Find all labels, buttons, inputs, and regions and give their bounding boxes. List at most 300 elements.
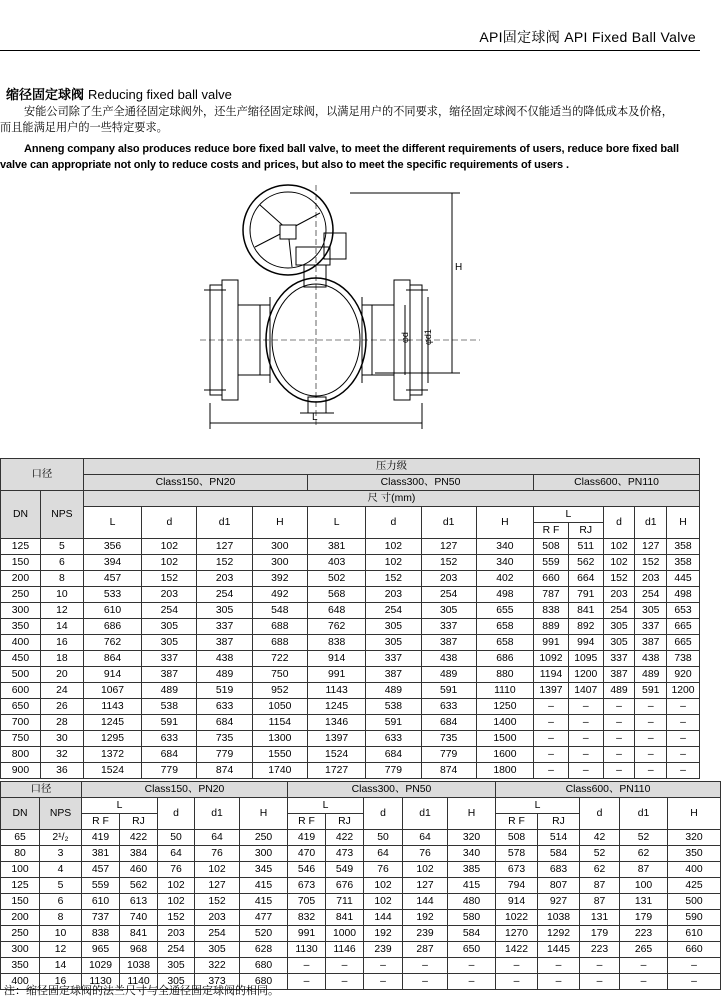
table-cell: – (603, 731, 635, 747)
table-cell: 508 (534, 539, 569, 555)
table-cell: 125 (1, 539, 41, 555)
class300-header: Class300、PN50 (288, 782, 496, 798)
table-cell: 470 (288, 846, 326, 862)
table-cell: 415 (240, 894, 288, 910)
table-cell: 489 (635, 667, 667, 683)
table-cell: – (403, 974, 448, 990)
table-cell: 144 (403, 894, 448, 910)
table-cell: 387 (197, 635, 252, 651)
table-row (1, 619, 700, 635)
table-cell: 832 (288, 910, 326, 926)
table-cell: 415 (448, 878, 496, 894)
table-cell: 239 (403, 926, 448, 942)
table-cell: – (288, 974, 326, 990)
table-cell: 250 (240, 830, 288, 846)
table-cell: 584 (448, 926, 496, 942)
table-cell: 14 (40, 619, 83, 635)
table-row (1, 651, 700, 667)
caliber-header: 口径 (1, 459, 84, 491)
table-cell: 650 (1, 699, 41, 715)
dn-header: DN (1, 798, 40, 830)
class600-header: Class600、PN110 (496, 782, 721, 798)
table-cell: 1250 (476, 699, 533, 715)
table-cell: 489 (421, 667, 476, 683)
table-cell: 538 (366, 699, 421, 715)
table-cell: 750 (1, 731, 41, 747)
table-cell: 610 (668, 926, 721, 942)
table-cell: 511 (568, 539, 603, 555)
table-cell: 64 (364, 846, 403, 862)
table-cell: 345 (240, 862, 288, 878)
table-cell: 239 (364, 942, 403, 958)
table-cell: 952 (252, 683, 307, 699)
table-cell: – (496, 958, 538, 974)
table-cell: 1038 (120, 958, 158, 974)
col-H: H (476, 507, 533, 539)
table-cell: 305 (195, 942, 240, 958)
table-row (1, 539, 700, 555)
table-cell: 1200 (667, 683, 700, 699)
table-cell: 914 (496, 894, 538, 910)
table-row (1, 910, 721, 926)
table-cell: 80 (1, 846, 40, 862)
table-cell: 508 (496, 830, 538, 846)
table-cell: 864 (83, 651, 141, 667)
table-cell: 425 (668, 878, 721, 894)
table-cell: 460 (120, 862, 158, 878)
table-cell: 152 (197, 555, 252, 571)
table-cell: 87 (580, 878, 620, 894)
table-cell: 562 (568, 555, 603, 571)
table-cell: 480 (448, 894, 496, 910)
table-cell: – (667, 715, 700, 731)
table-cell: 519 (197, 683, 252, 699)
table-cell: 438 (197, 651, 252, 667)
table-cell: – (603, 747, 635, 763)
col-d: d (364, 798, 403, 830)
table-cell: 559 (534, 555, 569, 571)
table-cell: 684 (366, 747, 421, 763)
table-cell: – (635, 763, 667, 779)
table-cell: 841 (120, 926, 158, 942)
col-L: L (496, 798, 580, 814)
table-cell: 62 (580, 862, 620, 878)
table-cell: 655 (476, 603, 533, 619)
table-cell: 203 (366, 587, 421, 603)
table-cell: 633 (366, 731, 421, 747)
table-cell: 12 (40, 942, 82, 958)
table-cell: 131 (620, 894, 668, 910)
col-H: H (252, 507, 307, 539)
table-cell: 1130 (82, 974, 120, 990)
table-cell: 498 (667, 587, 700, 603)
table-cell: 254 (421, 587, 476, 603)
table-cell: 6 (40, 555, 83, 571)
table-cell: 144 (364, 910, 403, 926)
table-cell: 127 (197, 539, 252, 555)
table-cell: 568 (307, 587, 365, 603)
table-cell: 807 (538, 878, 580, 894)
table-cell: – (364, 974, 403, 990)
col-L: L (534, 507, 604, 523)
table-cell: 76 (403, 846, 448, 862)
table-cell: 991 (534, 635, 569, 651)
table-cell: 762 (307, 619, 365, 635)
table-cell: 1524 (307, 747, 365, 763)
table-cell: 5 (40, 539, 83, 555)
table-cell: 1146 (326, 942, 364, 958)
valve-drawing (200, 185, 480, 437)
table-cell: – (364, 958, 403, 974)
table-cell: 591 (635, 683, 667, 699)
table-cell: 874 (197, 763, 252, 779)
table-cell: – (448, 974, 496, 990)
table-cell: 50 (364, 830, 403, 846)
table-cell: 76 (195, 846, 240, 862)
table-cell: 591 (421, 683, 476, 699)
table-cell: 665 (667, 635, 700, 651)
table-cell: 489 (603, 683, 635, 699)
table-cell: 991 (307, 667, 365, 683)
table-cell: 102 (142, 539, 197, 555)
table-cell: 683 (538, 862, 580, 878)
table-cell: 546 (288, 862, 326, 878)
table-cell: 223 (580, 942, 620, 958)
table-cell: 991 (288, 926, 326, 942)
nps-header: NPS (40, 798, 82, 830)
table-cell: 16 (40, 974, 82, 990)
table-cell: 874 (421, 763, 476, 779)
class150-header: Class150、PN20 (83, 475, 307, 491)
table-cell: 3 (40, 846, 82, 862)
table-cell: 1110 (476, 683, 533, 699)
table-cell: – (496, 974, 538, 990)
table-cell: 203 (421, 571, 476, 587)
col-d: d (142, 507, 197, 539)
table-cell: 305 (635, 603, 667, 619)
table-cell: 392 (252, 571, 307, 587)
table-cell: 665 (667, 619, 700, 635)
table-cell: 305 (366, 635, 421, 651)
table-cell: 102 (158, 878, 195, 894)
table-cell: 457 (82, 862, 120, 878)
section-title-en: Reducing fixed ball valve (88, 87, 232, 102)
table-row (1, 747, 700, 763)
table-cell: 700 (1, 715, 41, 731)
table-cell: 203 (603, 587, 635, 603)
table-cell: – (580, 958, 620, 974)
table-cell: – (534, 731, 569, 747)
table-cell: 179 (580, 926, 620, 942)
table-cell: 1022 (496, 910, 538, 926)
table-cell: – (580, 974, 620, 990)
table-cell: 350 (1, 619, 41, 635)
table-cell: 340 (476, 555, 533, 571)
table-cell: 738 (667, 651, 700, 667)
table-cell: 64 (158, 846, 195, 862)
table-cell: 76 (364, 862, 403, 878)
table-cell: 203 (197, 571, 252, 587)
table-cell: 340 (448, 846, 496, 862)
table-cell: 591 (142, 715, 197, 731)
class300-header: Class300、PN50 (307, 475, 533, 491)
table-cell: 305 (603, 635, 635, 651)
table-cell: 102 (366, 555, 421, 571)
table-cell: 125 (1, 878, 40, 894)
table-cell: 548 (252, 603, 307, 619)
col-H: H (240, 798, 288, 830)
table-cell: 381 (307, 539, 365, 555)
col-d1: d1 (403, 798, 448, 830)
col-RJ: RJ (120, 814, 158, 830)
table-cell: 127 (403, 878, 448, 894)
table-cell: – (534, 747, 569, 763)
table-cell: 305 (158, 974, 195, 990)
col-H: H (667, 507, 700, 539)
table-cell: 1140 (120, 974, 158, 990)
table-cell: 538 (142, 699, 197, 715)
table-cell: 686 (83, 619, 141, 635)
table-cell: – (635, 731, 667, 747)
table-cell: 305 (603, 619, 635, 635)
table-cell: 477 (240, 910, 288, 926)
table-cell: 676 (326, 878, 364, 894)
table-row (1, 699, 700, 715)
table-cell: – (620, 958, 668, 974)
table-cell: 800 (1, 747, 41, 763)
table-cell: 305 (366, 619, 421, 635)
table-cell: – (635, 747, 667, 763)
table-cell: – (288, 958, 326, 974)
table-cell: 254 (142, 603, 197, 619)
table-cell: – (538, 974, 580, 990)
table-cell: 445 (667, 571, 700, 587)
table-cell: 300 (252, 539, 307, 555)
table-cell: 779 (142, 763, 197, 779)
table-cell: 914 (307, 651, 365, 667)
table-cell: 12 (40, 603, 83, 619)
table-cell: 254 (366, 603, 421, 619)
table-cell: 203 (158, 926, 195, 942)
table-cell: – (667, 763, 700, 779)
table-cell: 102 (403, 862, 448, 878)
col-d1: d1 (197, 507, 252, 539)
table-cell: 102 (603, 539, 635, 555)
table-cell: 1397 (534, 683, 569, 699)
table-cell: 584 (538, 846, 580, 862)
table-cell: 87 (580, 894, 620, 910)
table-cell: 1397 (307, 731, 365, 747)
table-cell: 305 (142, 635, 197, 651)
table-cell: – (603, 699, 635, 715)
table-cell: 673 (496, 862, 538, 878)
table-cell: 1600 (476, 747, 533, 763)
table-cell: 779 (421, 747, 476, 763)
table-cell: 200 (1, 571, 41, 587)
table-cell: – (635, 699, 667, 715)
table-cell: 838 (534, 603, 569, 619)
table-cell: 402 (476, 571, 533, 587)
table-row (1, 683, 700, 699)
table-cell: 1407 (568, 683, 603, 699)
table-cell: 200 (1, 910, 40, 926)
table-cell: 686 (476, 651, 533, 667)
col-L: L (307, 507, 365, 539)
dimension-table-1 (0, 458, 700, 779)
table-cell: 533 (83, 587, 141, 603)
table-cell: 152 (366, 571, 421, 587)
table-cell: 1372 (83, 747, 141, 763)
class600-header: Class600、PN110 (534, 475, 700, 491)
table-cell: 87 (620, 862, 668, 878)
table-cell: 610 (83, 603, 141, 619)
table-cell: 450 (1, 651, 41, 667)
table-cell: 337 (603, 651, 635, 667)
table-cell: 152 (603, 571, 635, 587)
table-cell: 664 (568, 571, 603, 587)
table-cell: 16 (40, 635, 83, 651)
dim-H-label: H (455, 262, 463, 273)
table-cell: – (667, 747, 700, 763)
table-cell: 794 (496, 878, 538, 894)
table-cell: 613 (120, 894, 158, 910)
dim-L-label: L (312, 412, 318, 423)
table-row (1, 926, 721, 942)
table-cell: 300 (1, 603, 41, 619)
table-cell: 660 (668, 942, 721, 958)
table-cell: 322 (195, 958, 240, 974)
table-cell: 102 (158, 894, 195, 910)
table-cell: 1346 (307, 715, 365, 731)
table-cell: 737 (82, 910, 120, 926)
table-row (1, 555, 700, 571)
table-cell: 1422 (496, 942, 538, 958)
col-d1: d1 (195, 798, 240, 830)
table-cell: 422 (326, 830, 364, 846)
table-cell: 192 (364, 926, 403, 942)
table-cell: – (668, 974, 721, 990)
table-cell: 223 (620, 926, 668, 942)
table-cell: 300 (252, 555, 307, 571)
table-cell: 489 (366, 683, 421, 699)
table-cell: 1245 (307, 699, 365, 715)
table-cell: 965 (82, 942, 120, 958)
header-rule (0, 50, 700, 51)
table-cell: 722 (252, 651, 307, 667)
table-1-body (1, 539, 700, 779)
col-RF: R F (82, 814, 120, 830)
table-cell: 400 (668, 862, 721, 878)
table-cell: 152 (195, 894, 240, 910)
table-cell: 152 (158, 910, 195, 926)
table-cell: 356 (83, 539, 141, 555)
table-cell: 415 (240, 878, 288, 894)
table-cell: 131 (580, 910, 620, 926)
table-cell: 514 (538, 830, 580, 846)
table-cell: 337 (142, 651, 197, 667)
table-cell: 62 (620, 846, 668, 862)
table-cell: 489 (197, 667, 252, 683)
table-cell: 1524 (83, 763, 141, 779)
table-cell: 152 (635, 555, 667, 571)
table-cell: 150 (1, 894, 40, 910)
table-cell: 968 (120, 942, 158, 958)
table-cell: – (326, 958, 364, 974)
table-cell: 1029 (82, 958, 120, 974)
table-cell: 381 (82, 846, 120, 862)
col-L: L (288, 798, 364, 814)
table-cell: 1500 (476, 731, 533, 747)
table-cell: 994 (568, 635, 603, 651)
table-cell: 18 (40, 651, 83, 667)
table-cell: 457 (83, 571, 141, 587)
table-cell: 1245 (83, 715, 141, 731)
table-row (1, 763, 700, 779)
table-cell: 358 (667, 539, 700, 555)
table-cell: 64 (403, 830, 448, 846)
col-L: L (83, 507, 141, 539)
table-cell: 102 (603, 555, 635, 571)
table-cell: 150 (1, 555, 41, 571)
table-cell: 473 (326, 846, 364, 862)
table-cell: 673 (288, 878, 326, 894)
table-cell: 1067 (83, 683, 141, 699)
table-cell: 1727 (307, 763, 365, 779)
table-cell: 8 (40, 571, 83, 587)
table-cell: 8 (40, 910, 82, 926)
table-cell: 254 (635, 587, 667, 603)
table-cell: 400 (1, 635, 41, 651)
table-cell: 1000 (326, 926, 364, 942)
table-row (1, 846, 721, 862)
table-cell: 385 (448, 862, 496, 878)
table-cell: 633 (421, 699, 476, 715)
table-cell: 305 (158, 958, 195, 974)
col-d: d (580, 798, 620, 830)
table-cell: 653 (667, 603, 700, 619)
table-cell: 250 (1, 587, 41, 603)
table-cell: 705 (288, 894, 326, 910)
table-cell: 265 (620, 942, 668, 958)
table-cell: 1550 (252, 747, 307, 763)
pressure-header: 压力级 (83, 459, 699, 475)
table-cell: 520 (240, 926, 288, 942)
table-cell: – (534, 699, 569, 715)
table-cell: 1400 (476, 715, 533, 731)
table-cell: 500 (668, 894, 721, 910)
table-cell: 52 (620, 830, 668, 846)
table-cell: 735 (421, 731, 476, 747)
table-cell: 387 (635, 635, 667, 651)
table-cell: 680 (240, 958, 288, 974)
table-cell: 387 (421, 635, 476, 651)
table-cell: – (635, 715, 667, 731)
table-cell: 320 (448, 830, 496, 846)
table-cell: 102 (364, 894, 403, 910)
table-cell: 4 (40, 862, 82, 878)
table-cell: 498 (476, 587, 533, 603)
table-cell: 320 (668, 830, 721, 846)
table-cell: 633 (142, 731, 197, 747)
table-cell: 36 (40, 763, 83, 779)
table-row (1, 667, 700, 683)
footnote: 注：缩径固定球阀的法兰尺寸与全通径固定球阀的相同。 (4, 985, 279, 997)
table-cell: 791 (568, 587, 603, 603)
table-cell: 648 (307, 603, 365, 619)
table-cell: 1295 (83, 731, 141, 747)
table-cell: 52 (580, 846, 620, 862)
table-cell: 900 (1, 763, 41, 779)
